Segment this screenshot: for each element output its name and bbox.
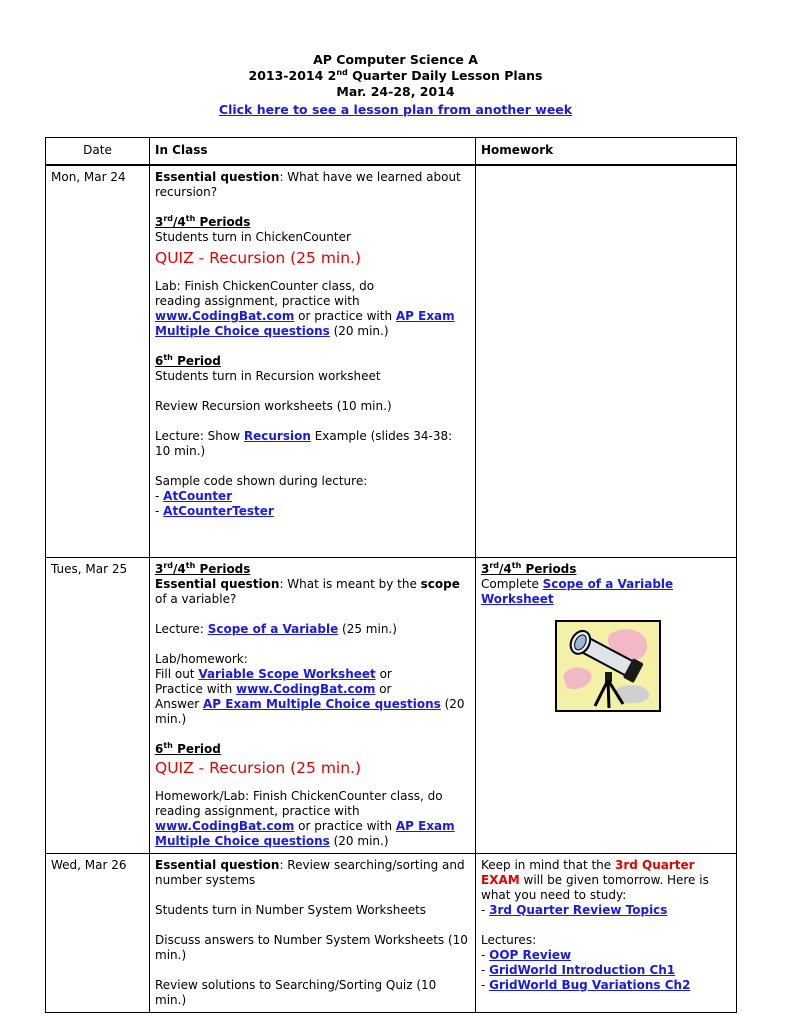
homework-cell	[476, 853, 737, 1012]
in-class-cell	[150, 557, 476, 853]
homework-cell	[476, 165, 737, 557]
lecture-item: - OOP Review	[481, 947, 572, 962]
scope-worksheet-link[interactable]: Scope of a Variable Worksheet	[481, 576, 674, 606]
exam-reminder: Keep in mind that the 3rd Quarter EXAM will be given tomorrow. Here is what you need to study:	[481, 857, 709, 902]
col-header-in-class: In Class	[150, 138, 476, 166]
in-class-cell	[150, 853, 476, 1012]
in-class-cell	[150, 165, 476, 557]
col-header-homework: Homework	[476, 138, 737, 166]
code-item: - AtCounter	[155, 489, 233, 503]
table-row	[46, 853, 737, 1012]
turn-in-text: Students turn in Recursion worksheet	[155, 369, 381, 383]
period-6-heading: 6th Period	[155, 353, 221, 368]
code-item: - AtCounterTester	[155, 504, 274, 518]
date-cell: Wed, Mar 26	[46, 853, 150, 1012]
hw-lab-line-2: reading assignment, practice with	[155, 803, 360, 818]
essential-question: Essential question: Review searching/sorting and number systems	[155, 857, 465, 887]
lab-line-2: reading assignment, practice with	[155, 294, 360, 308]
other-week-link[interactable]: Click here to see a lesson plan from another week	[218, 102, 573, 117]
col-header-date: Date	[46, 138, 150, 166]
review-text: Review Recursion worksheets (10 min.)	[155, 399, 392, 413]
exam-alert: 3rd Quarter EXAM	[481, 857, 695, 887]
hw-lab-line-3: www.CodingBat.com or practice with AP Exam	[155, 818, 455, 833]
essential-label: Essential question	[155, 576, 280, 591]
periods-34-heading: 3rd/4th Periods	[155, 214, 251, 229]
answer-line: Answer AP Exam Multiple Choice questions (20 min.)	[155, 696, 465, 726]
lab-line-3: www.CodingBat.com or practice with AP Exam	[155, 309, 455, 323]
practice-line: Practice with www.CodingBat.com or	[155, 681, 392, 696]
recursion-link[interactable]: Recursion	[243, 429, 311, 443]
plan-title	[0, 68, 791, 83]
review-text: Review solutions to Searching/Sorting Quiz (10 min.)	[155, 977, 437, 1007]
ap-exam-link[interactable]: AP Exam Multiple Choice questions	[203, 696, 441, 711]
periods-34-heading: 3rd/4th Periods	[155, 560, 251, 576]
review-topics-item: - 3rd Quarter Review Topics	[481, 902, 668, 917]
gridworld-intro-link[interactable]: GridWorld Introduction Ch1	[489, 962, 676, 977]
essential-label: Essential question	[155, 170, 280, 184]
quiz-heading: QUIZ - Recursion (25 min.)	[155, 249, 362, 267]
variable-scope-worksheet-link[interactable]: Variable Scope Worksheet	[198, 666, 376, 681]
lesson-plan-table	[45, 137, 737, 1013]
gridworld-bug-link[interactable]: GridWorld Bug Variations Ch2	[489, 977, 691, 992]
table-row	[46, 557, 737, 853]
scope-of-variable-link[interactable]: Scope of a Variable	[207, 621, 339, 636]
table-header-row	[46, 138, 737, 166]
lab-line-1: Lab: Finish ChickenCounter class, do	[155, 279, 375, 293]
essential-question	[155, 170, 470, 200]
ap-exam-link-cont[interactable]: Multiple Choice questions	[155, 833, 330, 848]
ap-exam-link[interactable]: AP Exam	[395, 309, 455, 323]
ap-exam-link[interactable]: AP Exam	[395, 818, 455, 833]
lecture-item: - GridWorld Introduction Ch1	[481, 962, 676, 977]
codingbat-link[interactable]: www.CodingBat.com	[155, 818, 295, 833]
essential-label: Essential question	[155, 857, 280, 872]
codingbat-link[interactable]: www.CodingBat.com	[155, 309, 295, 323]
telescope-image	[555, 620, 661, 712]
plan-title-sup: nd	[336, 67, 348, 77]
other-week-row	[0, 102, 791, 117]
hw-lab-line-1: Homework/Lab: Finish ChickenCounter class, do	[155, 788, 443, 803]
sample-code-label: Sample code shown during lecture:	[155, 474, 368, 488]
course-title: AP Computer Science A	[313, 52, 478, 67]
review-topics-link[interactable]: 3rd Quarter Review Topics	[489, 902, 668, 917]
lecture-text: Lecture: Show Recursion Example (slides 34-38: 10 min.)	[155, 429, 453, 458]
complete-line: Complete Scope of a Variable Worksheet	[481, 576, 674, 606]
date-cell: Tues, Mar 25	[46, 557, 150, 853]
lecture-text: Lecture: Scope of a Variable (25 min.)	[155, 621, 397, 636]
atcounter-link[interactable]: AtCounter	[163, 489, 233, 503]
fill-out-line: Fill out Variable Scope Worksheet or	[155, 666, 392, 681]
turn-in-text: Students turn in ChickenCounter	[155, 230, 351, 244]
hw-lab-line-4: Multiple Choice questions (20 min.)	[155, 833, 389, 848]
discuss-text: Discuss answers to Number System Worksheets (10 min.)	[155, 932, 468, 962]
lab-heading: Lab/homework:	[155, 651, 248, 666]
turn-in-text: Students turn in Number System Worksheets	[155, 902, 427, 917]
date-cell: Mon, Mar 24	[46, 165, 150, 557]
period-6-heading: 6th Period	[155, 740, 221, 756]
essential-question: Essential question: What is meant by the scope of a variable?	[155, 576, 460, 606]
homework-cell	[476, 557, 737, 853]
plan-title-pre: 2013-2014 2	[248, 68, 337, 83]
periods-34-heading: 3rd/4th Periods	[481, 560, 577, 576]
lab-line-4: Multiple Choice questions (20 min.)	[155, 324, 389, 338]
quiz-heading: QUIZ - Recursion (25 min.)	[155, 758, 362, 777]
codingbat-link[interactable]: www.CodingBat.com	[236, 681, 376, 696]
plan-dates: Mar. 24-28, 2014	[336, 84, 455, 99]
ap-exam-link-cont[interactable]: Multiple Choice questions	[155, 324, 330, 338]
essential-text: : What have we learned about recursion?	[155, 170, 461, 199]
lectures-label: Lectures:	[481, 932, 537, 947]
table-row	[46, 165, 737, 557]
lecture-item: - GridWorld Bug Variations Ch2	[481, 977, 691, 992]
scope-word: scope	[420, 576, 460, 591]
plan-title-post: Quarter Daily Lesson Plans	[347, 68, 543, 83]
atcountertester-link[interactable]: AtCounterTester	[163, 504, 274, 518]
oop-review-link[interactable]: OOP Review	[489, 947, 572, 962]
